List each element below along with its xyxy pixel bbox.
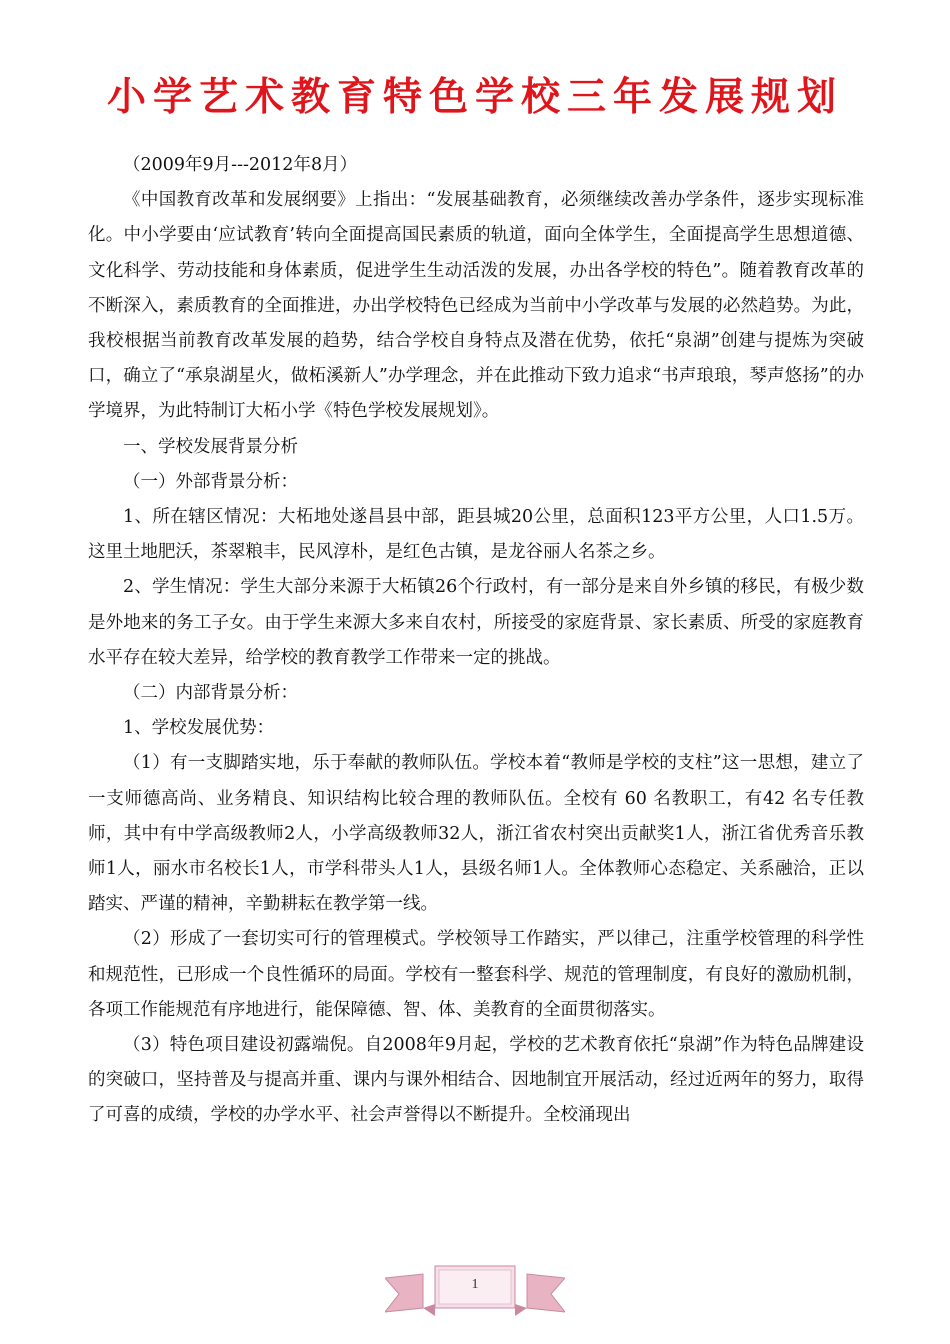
page-footer <box>0 1260 950 1330</box>
page-number: 1 <box>471 1277 479 1292</box>
paragraph-management: （2）形成了一套切实可行的管理模式。学校领导工作踏实，严以律己，注重学校管理的科学性和规范性，已形成一个良性循环的局面。学校有一整套科学、规范的管理制度，有良好的激励机制，各项工作能规范有序地进行，能保障德、智、体、美教育的全面贯彻落实。 <box>88 929 864 1020</box>
paragraph-teachers: （1）有一支脚踏实地，乐于奉献的教师队伍。学校本着“教师是学校的支柱”这一思想，建立了一支师德高尚、业务精良、知识结构比较合理的教师队伍。全校有 60 名教职工，有42 名专任教师，其中有中学高级教师2人，小学高级教师32人，浙江省农村突出贡献奖1人，浙江省优秀音乐教师1人，丽水市名校长1人，市学科带头人1人，县级名师1人。全体教师心态稳定、关系融洽，正以踏实、严谨的精神，辛勤耕耘在教学第一线。 <box>88 753 864 915</box>
date-range: （2009年9月---2012年8月） <box>123 155 358 175</box>
document-body <box>88 148 864 1134</box>
subsection-heading-advantages: 1、学校发展优势： <box>123 718 275 739</box>
paragraph-district: 1、所在辖区情况：大柘地处遂昌县中部，距县城20公里，总面积123平方公里，人口1.5万。这里土地肥沃，茶翠粮丰，民风淳朴，是红色古镇，是龙谷丽人名茶之乡。 <box>88 507 864 563</box>
subsection-heading-external: （一）外部背景分析： <box>123 471 298 492</box>
paragraph-features: （3）特色项目建设初露端倪。自2008年9月起，学校的艺术教育依托“泉湖”作为特色品牌建设的突破口，坚持普及与提高并重、课内与课外相结合、因地制宜开展活动，经过近两年的努力，取得了可喜的成绩，学校的办学水平、社会声誉得以不断提升。全校涌现出 <box>88 1035 864 1126</box>
paragraph-students: 2、学生情况：学生大部分来源于大柘镇26个行政村，有一部分是来自外乡镇的移民，有极少数是外地来的务工子女。由于学生来源大多来自农村，所接受的家庭背景、家长素质、所受的家庭教育水平存在较大差异，给学校的教育教学工作带来一定的挑战。 <box>88 577 864 668</box>
subsection-heading-internal: （二）内部背景分析： <box>123 683 298 704</box>
section-heading-1: 一、学校发展背景分析 <box>123 436 298 457</box>
document-title: 小学艺术教育特色学校三年发展规划 <box>106 74 843 120</box>
intro-paragraph: 《中国教育改革和发展纲要》上指出：“发展基础教育，必须继续改善办学条件，逐步实现标准化。中小学要由‘应试教育’转向全面提高国民素质的轨道，面向全体学生，全面提高学生思想道德、文化科学、劳动技能和身体素质，促进学生生动活泼的发展，办出各学校的特色”。随着教育改革的不断深入，素质教育的全面推进，办出学校特色已经成为当前中小学改革与发展的必然趋势。为此，我校根据当前教育改革发展的趋势，结合学校自身特点及潜在优势，依托“泉湖”创建与提炼为突破口，确立了“承泉湖星火，做柘溪新人”办学理念，并在此推动下致力追求“书声琅琅，琴声悠扬”的办学境界，为此特制订大柘小学《特色学校发展规划》。 <box>88 190 864 422</box>
